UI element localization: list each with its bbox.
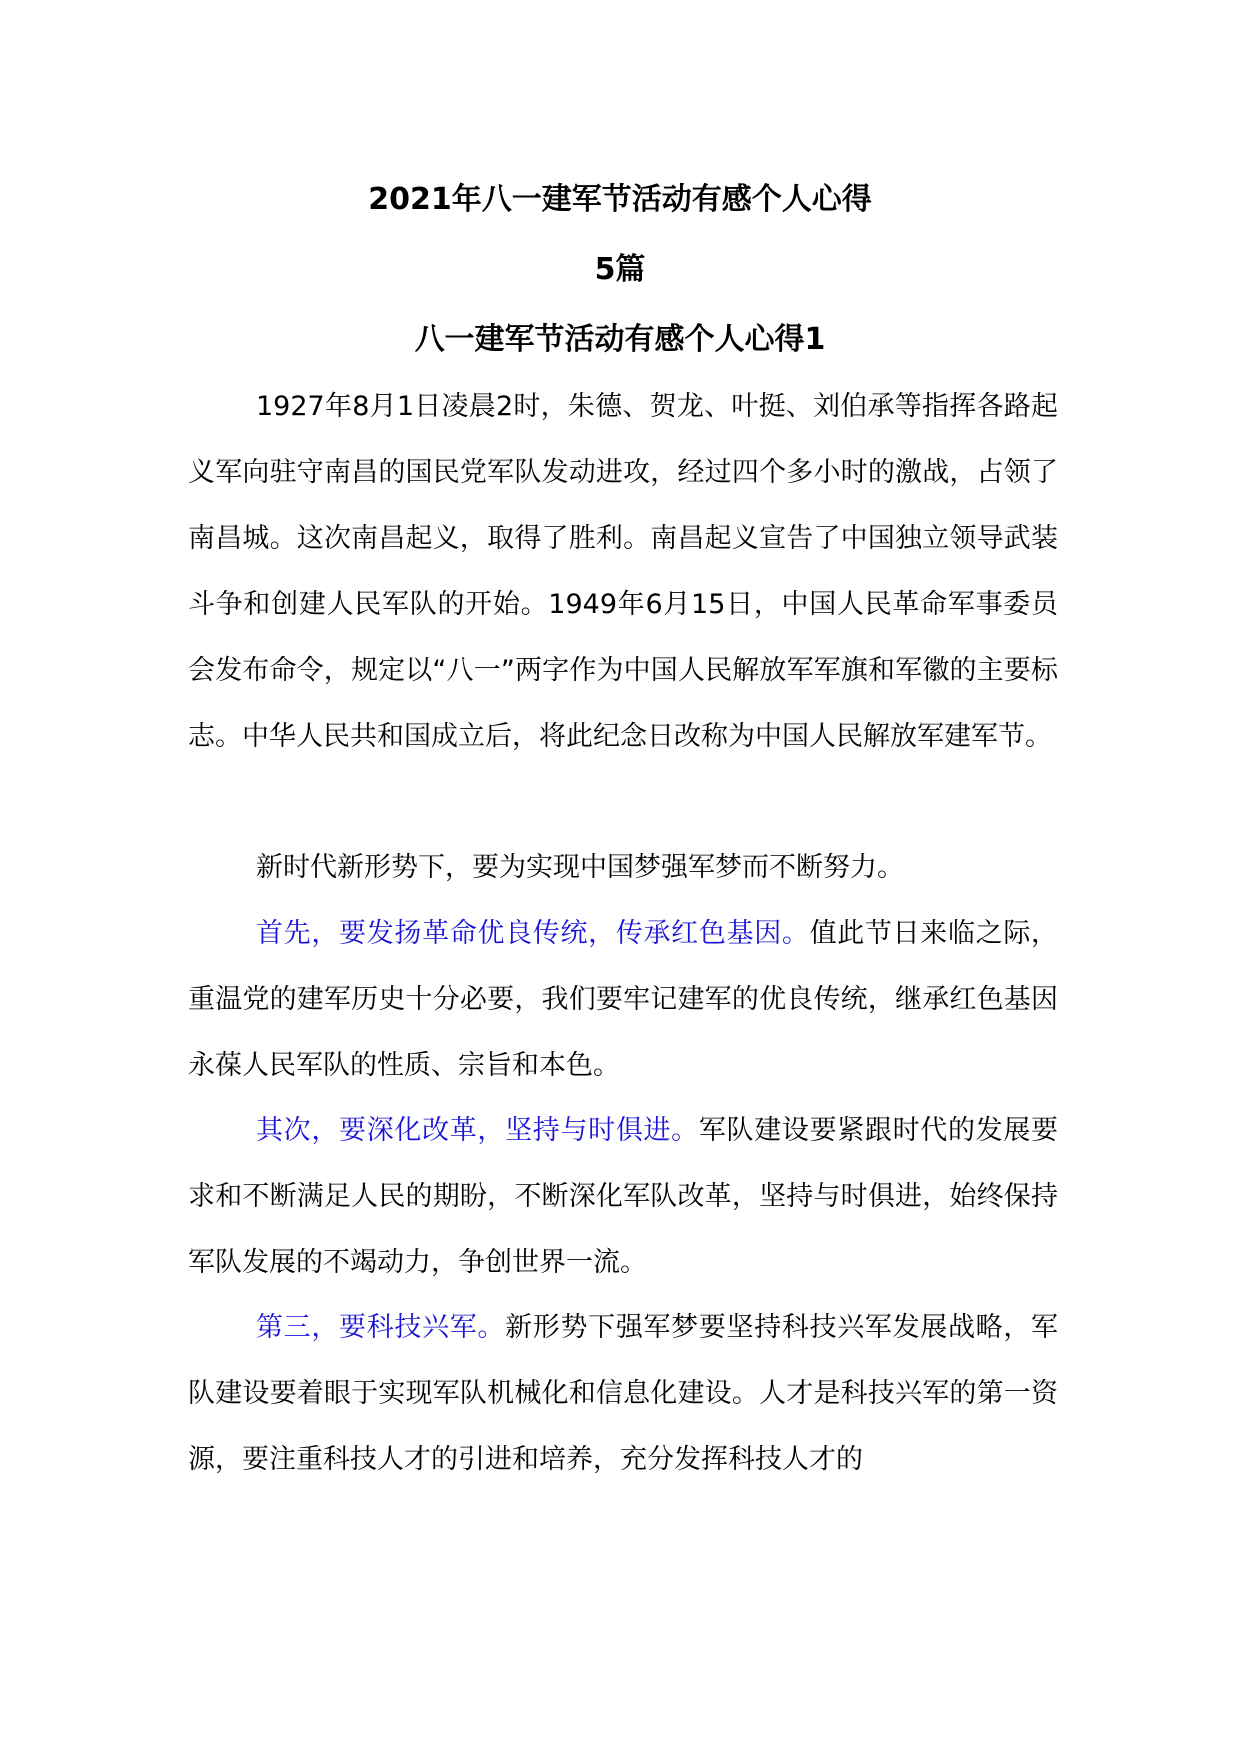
highlighted-lead: 第三，要科技兴军。 [256,1312,506,1343]
paragraph-second-point [188,1098,1058,1296]
highlighted-lead: 其次，要深化改革，坚持与时俱进。 [256,1115,699,1146]
paragraph-first-point [188,901,1058,1099]
paragraph-text: 值此节日来临之际，重温党的建军历史十分必要，我们要牢记建军的优良传统，继承红色基因永葆人民军队的性质、宗旨和本色。 [188,918,1059,1081]
section-heading: 八一建军节活动有感个人心得1 [414,322,826,357]
paragraph-text: 新时代新形势下，要为实现中国梦强军梦而不断努力。 [256,852,904,883]
highlighted-lead: 首先，要发扬革命优良传统，传承红色基因。 [256,918,810,949]
paragraph-text: 新形势下强军梦要坚持科技兴军发展战略，军队建设要着眼于实现军队机械化和信息化建设。人才是科技兴军的第一资源，要注重科技人才的引进和培养，充分发挥科技人才的 [188,1312,1059,1475]
paragraph-text: 军队建设要紧跟时代的发展要求和不断满足人民的期盼，不断深化军队改革，坚持与时俱进，始终保持军队发展的不竭动力，争创世界一流。 [188,1115,1059,1278]
paragraph-third-point [188,1295,1058,1493]
document-title-line-2: 5篇 [594,252,646,287]
paragraph-history [188,374,1058,770]
document-title-line-1: 2021年八一建军节活动有感个人心得 [368,182,872,217]
paragraph-intro [188,835,1058,901]
paragraph-text: 1927年8月1日凌晨2时，朱德、贺龙、叶挺、刘伯承等指挥各路起义军向驻守南昌的国民党军队发动进攻，经过四个多小时的激战，占领了南昌城。这次南昌起义，取得了胜利。南昌起义宣告了中国独立领导武装斗争和创建人民军队的开始。1949年6月15日，中国人民革命军事委员会发布命令，规定以“八一”两字作为中国人民解放军军旗和军徽的主要标志。中华人民共和国成立后，将此纪念日改称为中国人民解放军建军节。 [188,391,1058,752]
